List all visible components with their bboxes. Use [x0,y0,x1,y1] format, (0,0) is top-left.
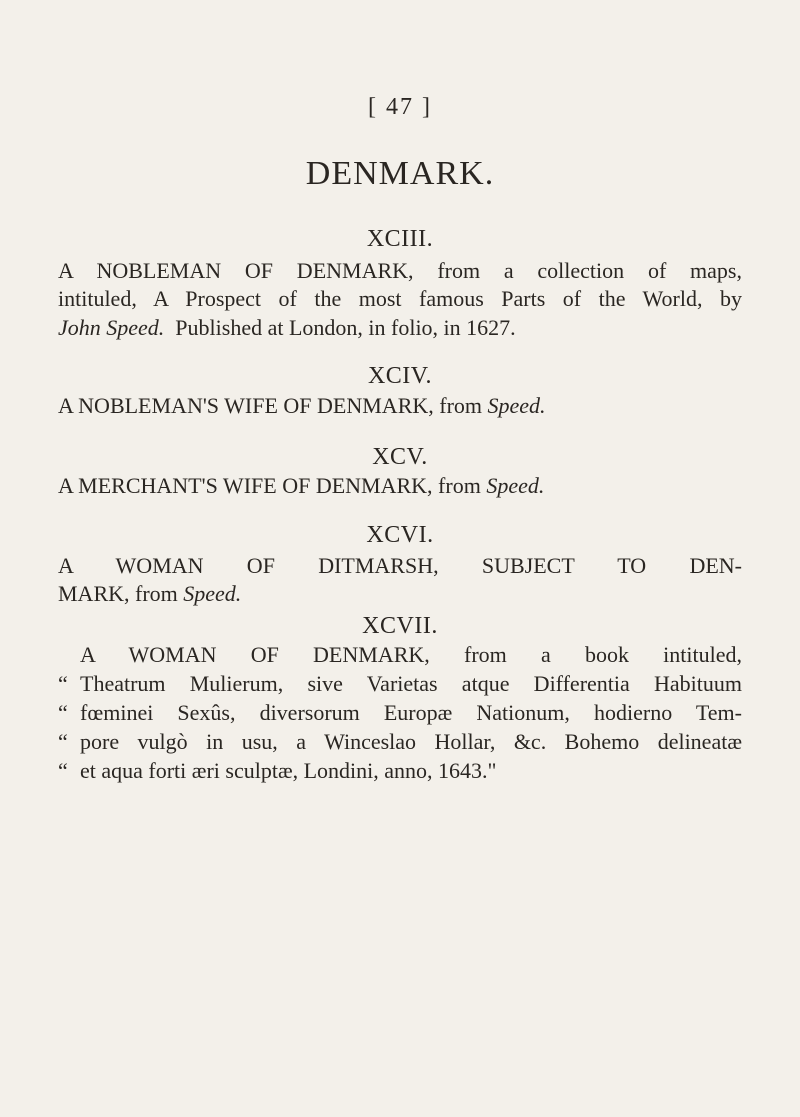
entry-numeral-xciii: XCIII. [366,226,434,252]
quote-mark: “ [58,671,68,696]
entry-xcvii-line-4: pore vulgò in usu, a Wincеslao Hollar, &c. Bohemo delineatæ [80,729,742,754]
entry-numeral-xcvi: XCVI. [366,522,434,548]
entry-xcv-line-1 [58,475,742,497]
entry-xcvii-line-1: A WOMAN OF DENMARK, from a book intituled, [80,642,742,667]
entry-xcvii-line-5: et aqua forti æri sculptæ, Londini, anno, 1643." [80,758,497,783]
entry-xcv-source: Speed. [486,473,545,498]
page-number: [ 47 ] [368,94,432,120]
entry-xcvii-line-2: Theatrum Mulierum, sive Varietas atque Differentia Habituum [80,671,742,696]
entry-xciii-line-3 [58,317,742,339]
entry-numeral-xciv: XCIV. [367,363,433,389]
quote-mark: “ [58,729,68,754]
entry-numeral-xcv: XCV. [372,444,428,470]
entry-xcvi-source: Speed. [183,581,242,606]
quote-mark: “ [58,758,68,783]
page-title: DENMARK. [305,155,495,192]
entry-xcvii-line-4-row [58,731,742,753]
entry-xcvii-line-3-row [58,702,742,724]
author-name: John Speed. [58,315,165,340]
entry-xciv-line-1 [58,395,742,417]
quote-mark: “ [58,700,68,725]
entry-xcvi-line-2 [58,583,742,605]
entry-xcvii-line-2-row [58,673,742,695]
entry-xcvi-line-2-text: MARK, from [58,581,178,606]
entry-xciii-line-1: A NOBLEMAN OF DENMARK, from a collection of maps, [58,258,742,283]
entry-xciv-source: Speed. [487,393,546,418]
entry-xciii-line-3-rest: Published at London, in folio, in 1627. [175,315,516,340]
entry-xciii-line-2: intituled, A Prospect of the most famous Parts of the World, by [58,286,742,311]
entry-xcvii-line-5-row [58,760,742,782]
entry-xcv-text: A MERCHANT'S WIFE OF DENMARK, from [58,473,481,498]
entry-xcvii-line-3: fœminei Sexûs, diversorum Europæ Nationum, hodierno Tem- [80,700,742,725]
entry-xcvi-line-1: A WOMAN OF DITMARSH, SUBJECT TO DEN- [58,553,742,578]
entry-xciv-text: A NOBLEMAN'S WIFE OF DENMARK, from [58,393,483,418]
entry-numeral-xcvii: XCVII. [362,613,438,639]
